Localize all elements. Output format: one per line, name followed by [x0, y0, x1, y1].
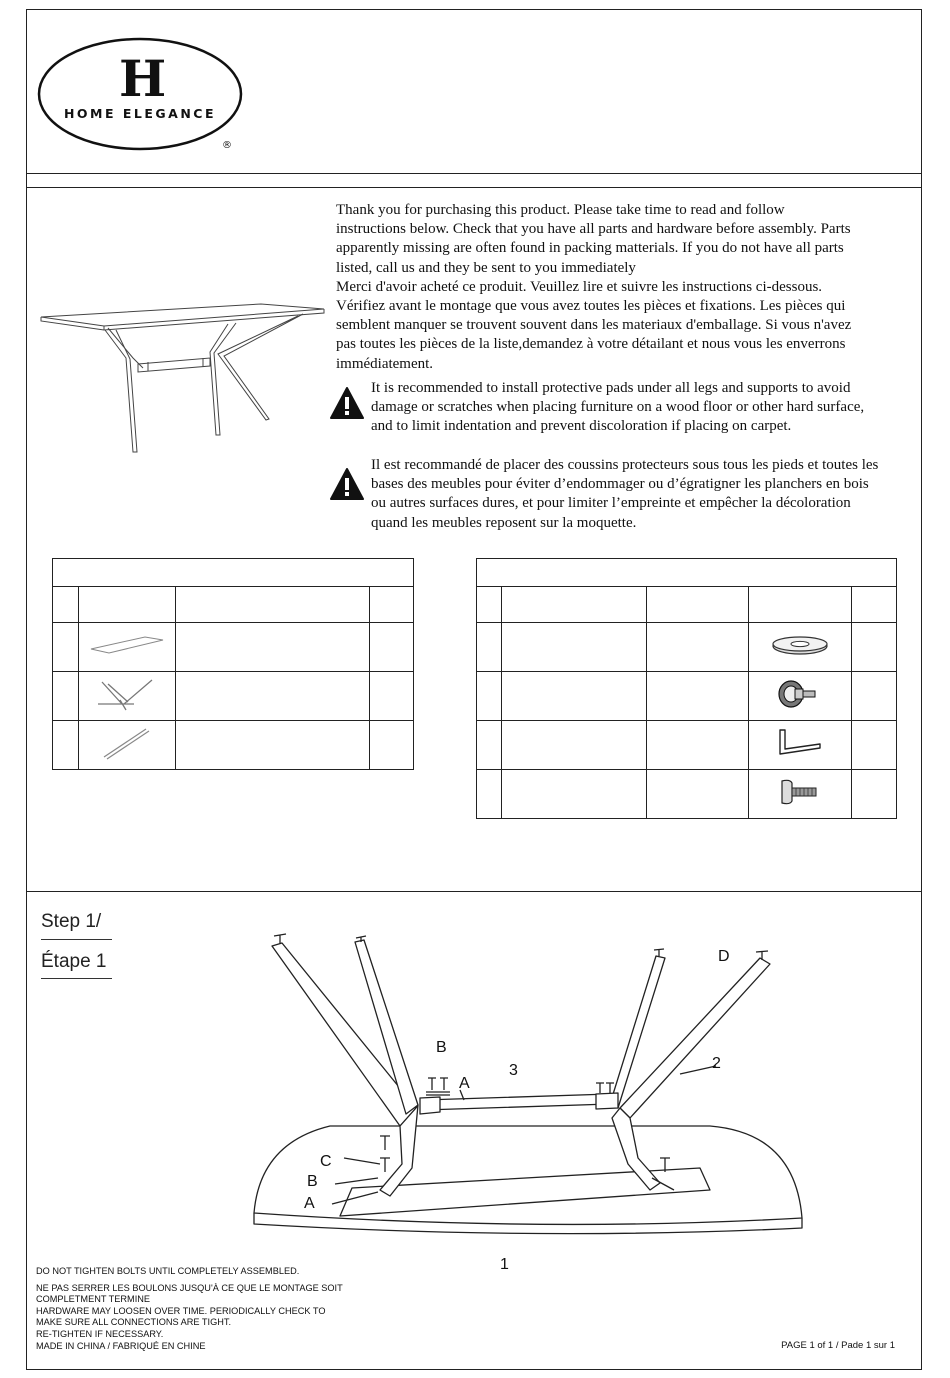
divider [26, 891, 922, 892]
table-row [477, 770, 897, 819]
callout-3: 3 [509, 1062, 518, 1079]
note-line: DO NOT TIGHTEN BOLTS UNTIL COMPLETELY ASSEMBLED. [36, 1266, 300, 1276]
intro-line-en: apparently missing are often found in packing matterials. If you do not have all parts [336, 240, 844, 257]
intro-line-fr: Vérifiez avant le montage que vous avez toutes les pièces et fixations. Les pièces qui [336, 298, 846, 315]
stretcher-bar-icon [92, 723, 162, 763]
note-line: MAKE SURE ALL CONNECTIONS ARE TIGHT. [36, 1317, 232, 1328]
intro-line-fr: Merci d'avoir acheté ce produit. Veuillez lire et suivre les instructions ci-dessous. [336, 278, 823, 295]
warning-line: damage or scratches when placing furniture on a wood floor or other hard surface, [371, 399, 865, 416]
callout-1: 1 [500, 1256, 509, 1273]
intro-line-fr: immédiatement. [336, 355, 434, 372]
intro-line-fr: pas toutes les pièces de la liste,demandez à votre détailant et nous vous les enverrons [336, 336, 846, 353]
hardware-table [476, 558, 897, 819]
note-line: COMPLETMENT TERMINE [36, 1294, 151, 1305]
intro-line-fr: semblent manquer se trouvent souvent dans les materiaux d'emballage. Si vous n'avez [336, 317, 852, 334]
leg-frame-icon [92, 674, 162, 714]
tabletop-icon [87, 633, 167, 657]
parts-table-header [53, 559, 414, 587]
warning-line: bases des meubles pour éviter d’endommager ou d’égratigner les planchers en bois [371, 476, 869, 493]
note-line: MADE IN CHINA / FABRIQUÉ EN CHINE [36, 1340, 206, 1351]
divider [41, 939, 112, 940]
callout-d: D [718, 948, 730, 965]
logo-wordmark: HOME ELEGANCE [63, 106, 217, 121]
step-title-en: Step 1/ [41, 911, 102, 932]
washer-icon [770, 632, 830, 658]
table-row [477, 672, 897, 721]
brand-logo [36, 24, 251, 159]
callout-a: A [459, 1075, 470, 1092]
intro-line-en: listed, call us and they be sent to you immediately [336, 259, 636, 276]
note-line: HARDWARE MAY LOOSEN OVER TIME. PERIODICALLY CHECK TO [36, 1305, 326, 1316]
callout-c: C [320, 1153, 332, 1170]
divider [41, 978, 112, 979]
callout-a: A [304, 1195, 315, 1212]
table-row [53, 672, 414, 721]
assembly-diagram [240, 928, 820, 1248]
warning-triangle-icon [330, 468, 364, 500]
bolt-icon [774, 775, 826, 809]
divider [26, 187, 922, 188]
hardware-table-header [477, 559, 897, 587]
allen-key-icon [772, 726, 828, 760]
warning-line: It is recommended to install protective pads under all legs and supports to avoid [371, 380, 851, 396]
intro-text [336, 201, 896, 374]
note-line: RE-TIGHTEN IF NECESSARY. [36, 1328, 164, 1339]
warning-line: quand les meubles reposent sur la moquette. [371, 514, 637, 531]
warning-line: and to limit indentation and prevent discoloration if placing on carpet. [371, 418, 792, 435]
step-title-fr: Étape 1 [41, 951, 107, 972]
table-row [477, 623, 897, 672]
callout-b: B [436, 1039, 447, 1056]
trademark-symbol: ® [222, 140, 232, 151]
intro-line-en: Thank you for purchasing this product. Please take time to read and follow [336, 202, 785, 218]
product-table-sketch [38, 296, 328, 466]
intro-line-en: instructions below. Check that you have all parts and hardware before assembly. Parts [336, 221, 851, 238]
note-line: NE PAS SERRER LES BOULONS JUSQU'À CE QUE LE MONTAGE SOIT [36, 1282, 343, 1293]
table-row [53, 623, 414, 672]
assembly-notes [36, 1266, 366, 1352]
warning-line: Il est recommandé de placer des coussins protecteurs sous tous les pieds et toutes les [371, 457, 879, 473]
logo-letter: H [119, 49, 167, 108]
table-row [53, 721, 414, 770]
lock-washer-bolt-icon [775, 677, 825, 711]
warning-triangle-icon [330, 387, 364, 419]
parts-table [52, 558, 414, 770]
divider [26, 173, 922, 174]
table-row [477, 721, 897, 770]
callout-b: B [307, 1173, 318, 1190]
page-number: PAGE 1 of 1 / Pade 1 sur 1 [781, 1340, 895, 1351]
warning-line: ou autres surfaces dures, et pour limiter l’empreinte et empêcher la décoloration [371, 495, 851, 512]
callout-2: 2 [712, 1055, 721, 1072]
